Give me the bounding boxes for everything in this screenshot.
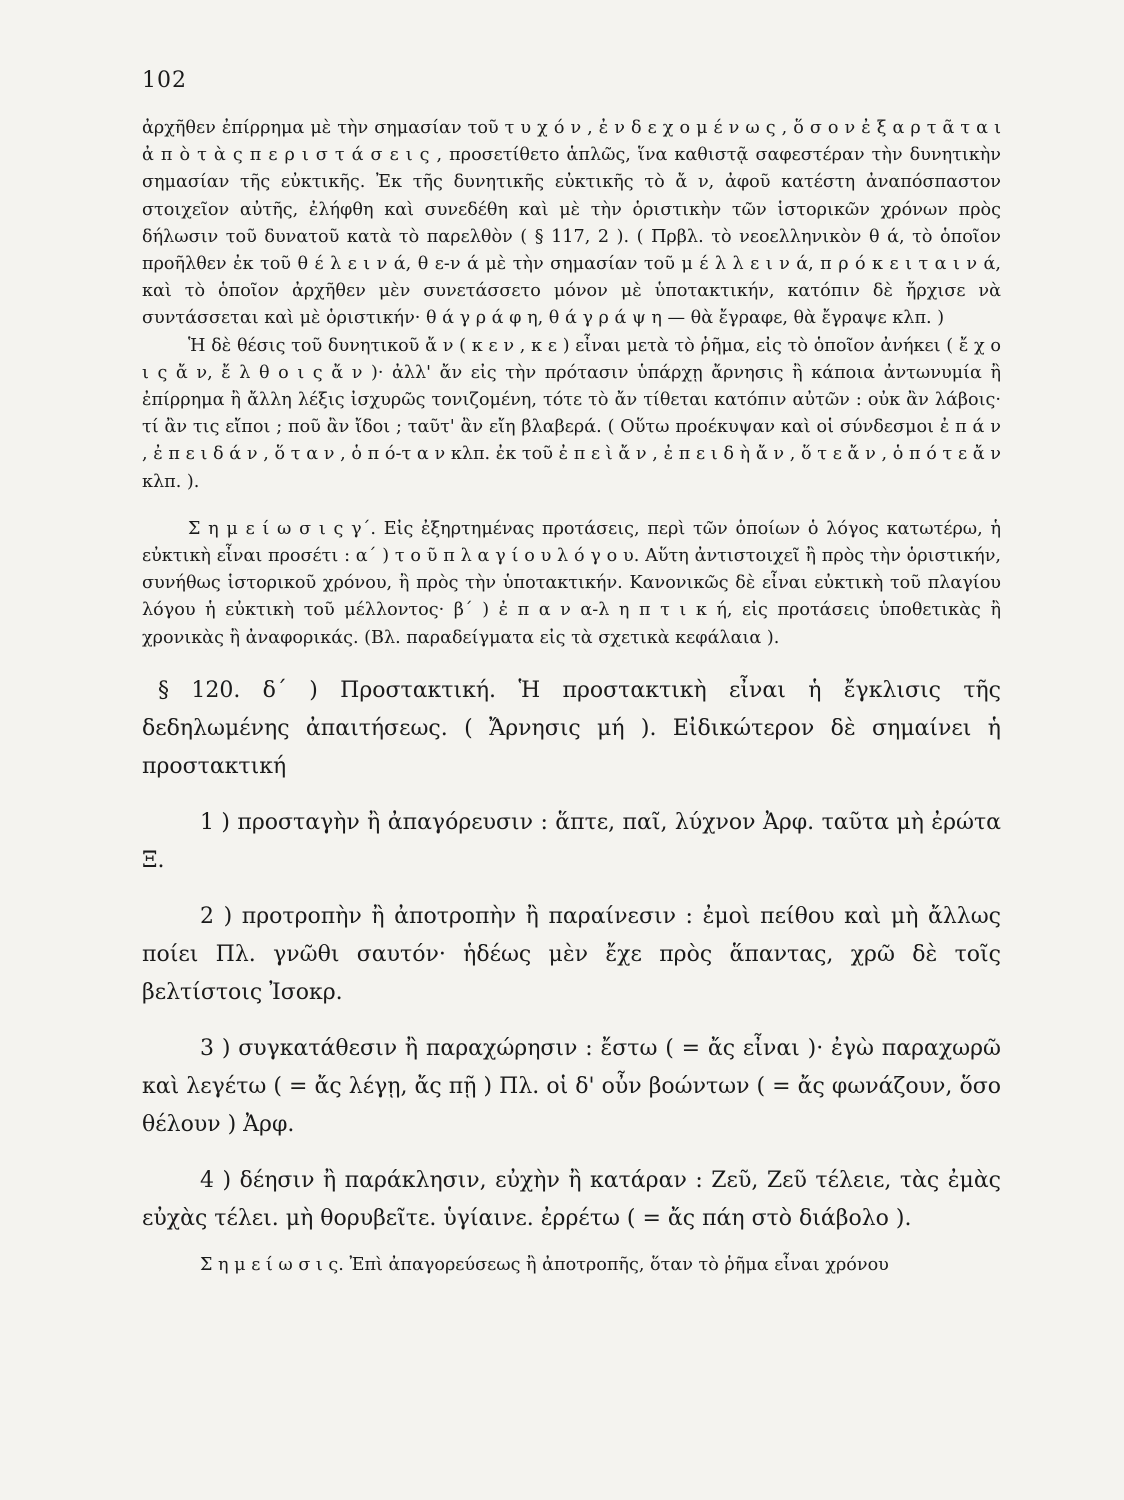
- section-heading-paragraph: § 120. δ΄ ) Προστακτική. Ἡ προστακτικὴ εἶναι ἡ ἔγκλισις τῆς δεδηλωμένης ἀπαιτήσεως. ( Ἄρνησις μή ). Εἰδικώτερον δὲ σημαίνει ἡ προστακτική: [142, 677, 1001, 779]
- upper-text-block: [142, 115, 1001, 652]
- section-120: [142, 672, 1001, 1238]
- list-item-1: 1 ) προσταγὴν ἢ ἀπαγόρευσιν : ἅπτε, παῖ, λύχνον Ἀρφ. ταῦτα μὴ ἐρώτα Ξ.: [142, 809, 1001, 873]
- note-gamma: Σ η μ ε ί ω σ ι ς γ΄. Εἰς ἐξηρτημένας προτάσεις, περὶ τῶν ὁποίων ὁ λόγος κατωτέρω, ἡ εὐκτικὴ εἶναι προσέτι : α΄ ) τ ο ῦ π λ α γ ί ο υ λ ό γ ο υ. Αὕτη ἀντιστοιχεῖ ἢ πρὸς τὴν ὁριστικήν, συνήθως ἱστορικοῦ χρόνου, ἢ πρὸς τὴν ὑποτακτικήν. Κανονικῶς δὲ εἶναι εὐκτικὴ τοῦ πλαγίου λόγου ἡ εὐκτικὴ τοῦ μέλλοντος· β΄ ) ἐ π α ν α-λ η π τ ι κ ή, εἰς προτάσεις ὑποθετικὰς ἢ χρονικὰς ἢ ἀναφορικάς. (Βλ. παραδείγματα εἰς τὰ σχετικὰ κεφάλαια ).: [142, 518, 1001, 648]
- list-item-4: 4 ) δέησιν ἢ παράκλησιν, εὐχὴν ἢ κατάραν : Ζεῦ, Ζεῦ τέλειε, τὰς ἐμὰς εὐχὰς τέλει. μὴ θορυβεῖτε. ὑγίαινε. ἐρρέτω ( = ἄς πάη στὸ διάβολο ).: [142, 1167, 1001, 1231]
- list-item-2: 2 ) προτροπὴν ἢ ἀποτροπὴν ἢ παραίνεσιν : ἐμοὶ πείθου καὶ μὴ ἄλλως ποίει Πλ. γνῶθι σαυτόν· ἡδέως μὲν ἔχε πρὸς ἅπαντας, χρῶ δὲ τοῖς βελτίστοις Ἰσοκρ.: [142, 903, 1001, 1005]
- page-number: 102: [142, 68, 187, 93]
- note-prohibition: Σ η μ ε ί ω σ ι ς. Ἐπὶ ἀπαγορεύσεως ἢ ἀποτροπῆς, ὅταν τὸ ῥῆμα εἶναι χρόνου: [200, 1254, 889, 1275]
- final-note: [142, 1252, 1001, 1279]
- list-item-3: 3 ) συγκατάθεσιν ἢ παραχώρησιν : ἔστω ( = ἄς εἶναι )· ἐγὼ παραχωρῶ καὶ λεγέτω ( = ἄς λέγῃ, ἄς πῇ ) Πλ. οἱ δ' οὖν βοώντων ( = ἄς φωνάζουν, ὅσο θέλουν ) Ἀρφ.: [142, 1035, 1001, 1137]
- paragraph-dynamic-an-origin: ἀρχῆθεν ἐπίρρημα μὲ τὴν σημασίαν τοῦ τ υ χ ό ν , ἐ ν δ ε χ ο μ έ ν ω ς , ὅ σ ο ν ἐ ξ α ρ τ ᾶ τ α ι ἀ π ὸ τ ὰ ς π ε ρ ι σ τ ά σ ε ι ς , προσετίθετο ἁπλῶς, ἵνα καθιστᾷ σαφεστέραν τὴν δυνητικὴν σημασίαν τῆς εὐκτικῆς. Ἐκ τῆς δυνητικῆς εὐκτικῆς τὸ ἄ ν, ἀφοῦ κατέστη ἀναπόσπαστον στοιχεῖον αὐτῆς, ἐλήφθη καὶ συνεδέθη καὶ μὲ τὴν ὁριστικὴν τῶν ἱστορικῶν χρόνων πρὸς δήλωσιν τοῦ δυνατοῦ κατὰ τὸ παρελθὸν ( § 117, 2 ). ( Πρβλ. τὸ νεοελληνικὸν θ ά, τὸ ὁποῖον προῆλθεν ἐκ τοῦ θ έ λ ε ι ν ά, θ ε-ν ά μὲ τὴν σημασίαν τοῦ μ έ λ λ ε ι ν ά, π ρ ό κ ε ι τ α ι ν ά, καὶ τὸ ὁποῖον ἀρχῆθεν μὲν συνετάσσετο μόνον μὲ ὑποτακτικήν, κατόπιν δὲ ἤρχισε νὰ συντάσσεται καὶ μὲ ὁριστικήν· θ ά γ ρ ά φ η, θ ά γ ρ ά ψ η — θὰ ἔγραφε, θὰ ἔγραψε κλπ. ): [142, 118, 1001, 329]
- paragraph-position-of-an: Ἡ δὲ θέσις τοῦ δυνητικοῦ ἄ ν ( κ ε ν , κ ε ) εἶναι μετὰ τὸ ῥῆμα, εἰς τὸ ὁποῖον ἀνήκει ( ἔ χ ο ι ς ἄ ν, ἔ λ θ ο ι ς ἄ ν )· ἀλλ' ἄν εἰς τὴν πρότασιν ὑπάρχῃ ἄρνησις ἢ κάποια ἀντωνυμία ἢ ἐπίρρημα ἢ ἄλλη λέξις ἰσχυρῶς τονιζομένη, τότε τὸ ἄν τίθεται κατόπιν αὐτῶν : οὐκ ἂν λάβοις· τί ἂν τις εἴποι ; ποῦ ἂν ἴδοι ; ταῦτ' ἂν εἴη βλαβερά. ( Οὕτω προέκυψαν καὶ οἱ σύνδεσμοι ἐ π ά ν , ἐ π ε ι δ ά ν , ὅ τ α ν , ὁ π ό-τ α ν κλπ. ἐκ τοῦ ἐ π ε ὶ ἄ ν , ἐ π ε ι δ ὴ ἄ ν , ὅ τ ε ἄ ν , ὁ π ό τ ε ἄ ν κλπ. ).: [142, 335, 1001, 492]
